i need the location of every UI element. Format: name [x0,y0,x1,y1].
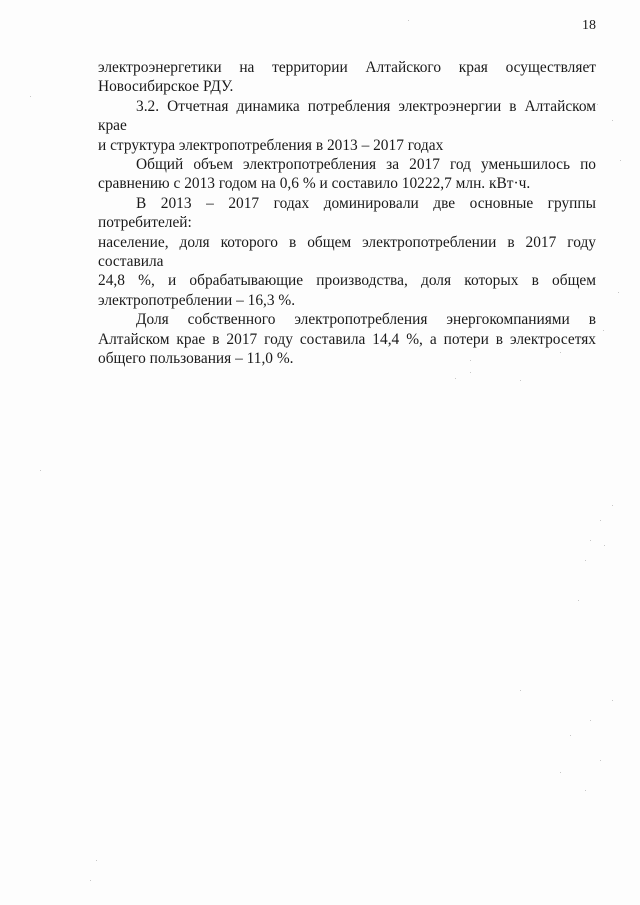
scan-speck [612,700,613,701]
text-line: Общий объем электропотребления за 2017 год уменьшилось по [136,156,596,174]
scan-speck [590,720,591,721]
scan-speck [90,880,91,881]
scan-speck [597,104,598,105]
text-line: сравнению с 2013 годом на 0,6 % и составило 10222,7 млн. кВт·ч. [98,175,531,193]
page-number: 18 [582,18,596,33]
scan-speck [585,560,586,561]
scan-speck [600,760,601,761]
paragraph-operator-info [98,58,596,97]
scan-speck [603,330,604,331]
paragraph-own-consumption-losses [98,310,596,368]
scan-speck [585,790,586,791]
scan-speck [40,470,41,471]
scan-speck [560,352,561,353]
scan-speck [96,860,97,861]
text-line: 3.2. Отчетная динамика потребления электроэнергии в Алтайском крае [98,97,596,135]
text-line: Новосибирское РДУ. [98,78,234,96]
text-line: Доля собственного электропотребления энергокомпаниями в [136,311,596,329]
scan-speck [578,600,579,601]
scan-speck [560,772,561,773]
scan-speck [470,372,471,373]
text-line: В 2013 – 2017 годах доминировали две основные группы потребителей: [98,194,596,232]
text-line: Алтайском крае в 2017 году составила 14,4 %, а потери в электросетях [98,330,596,348]
paragraph-consumer-groups [98,194,596,310]
text-line: электропотреблении – 16,3 %. [98,291,296,309]
text-line: 24,8 %, и обрабатывающие производства, доля которых в общем [98,272,596,290]
scan-speck [520,690,521,691]
text-line: и структура электропотребления в 2013 – 2017 годах [98,136,444,154]
paragraph-total-consumption [98,155,596,194]
text-line: общего пользования – 11,0 %. [98,350,294,368]
scan-speck [520,380,521,381]
scan-speck [590,540,591,541]
scan-speck [620,160,621,161]
scan-speck [604,545,605,546]
scan-speck [618,292,619,293]
scan-speck [455,378,456,379]
scan-speck [612,505,613,506]
text-line: население, доля которого в общем электропотреблении в 2017 году составила [98,233,596,271]
scan-speck [30,96,31,97]
scan-speck [408,20,409,21]
text-line: электроэнергетики на территории Алтайского края осуществляет [98,59,596,76]
scan-speck [470,360,471,361]
section-heading [98,97,596,155]
scan-speck [570,735,571,736]
scan-speck [600,520,601,521]
scan-speck [612,120,613,121]
body-text [98,58,596,369]
